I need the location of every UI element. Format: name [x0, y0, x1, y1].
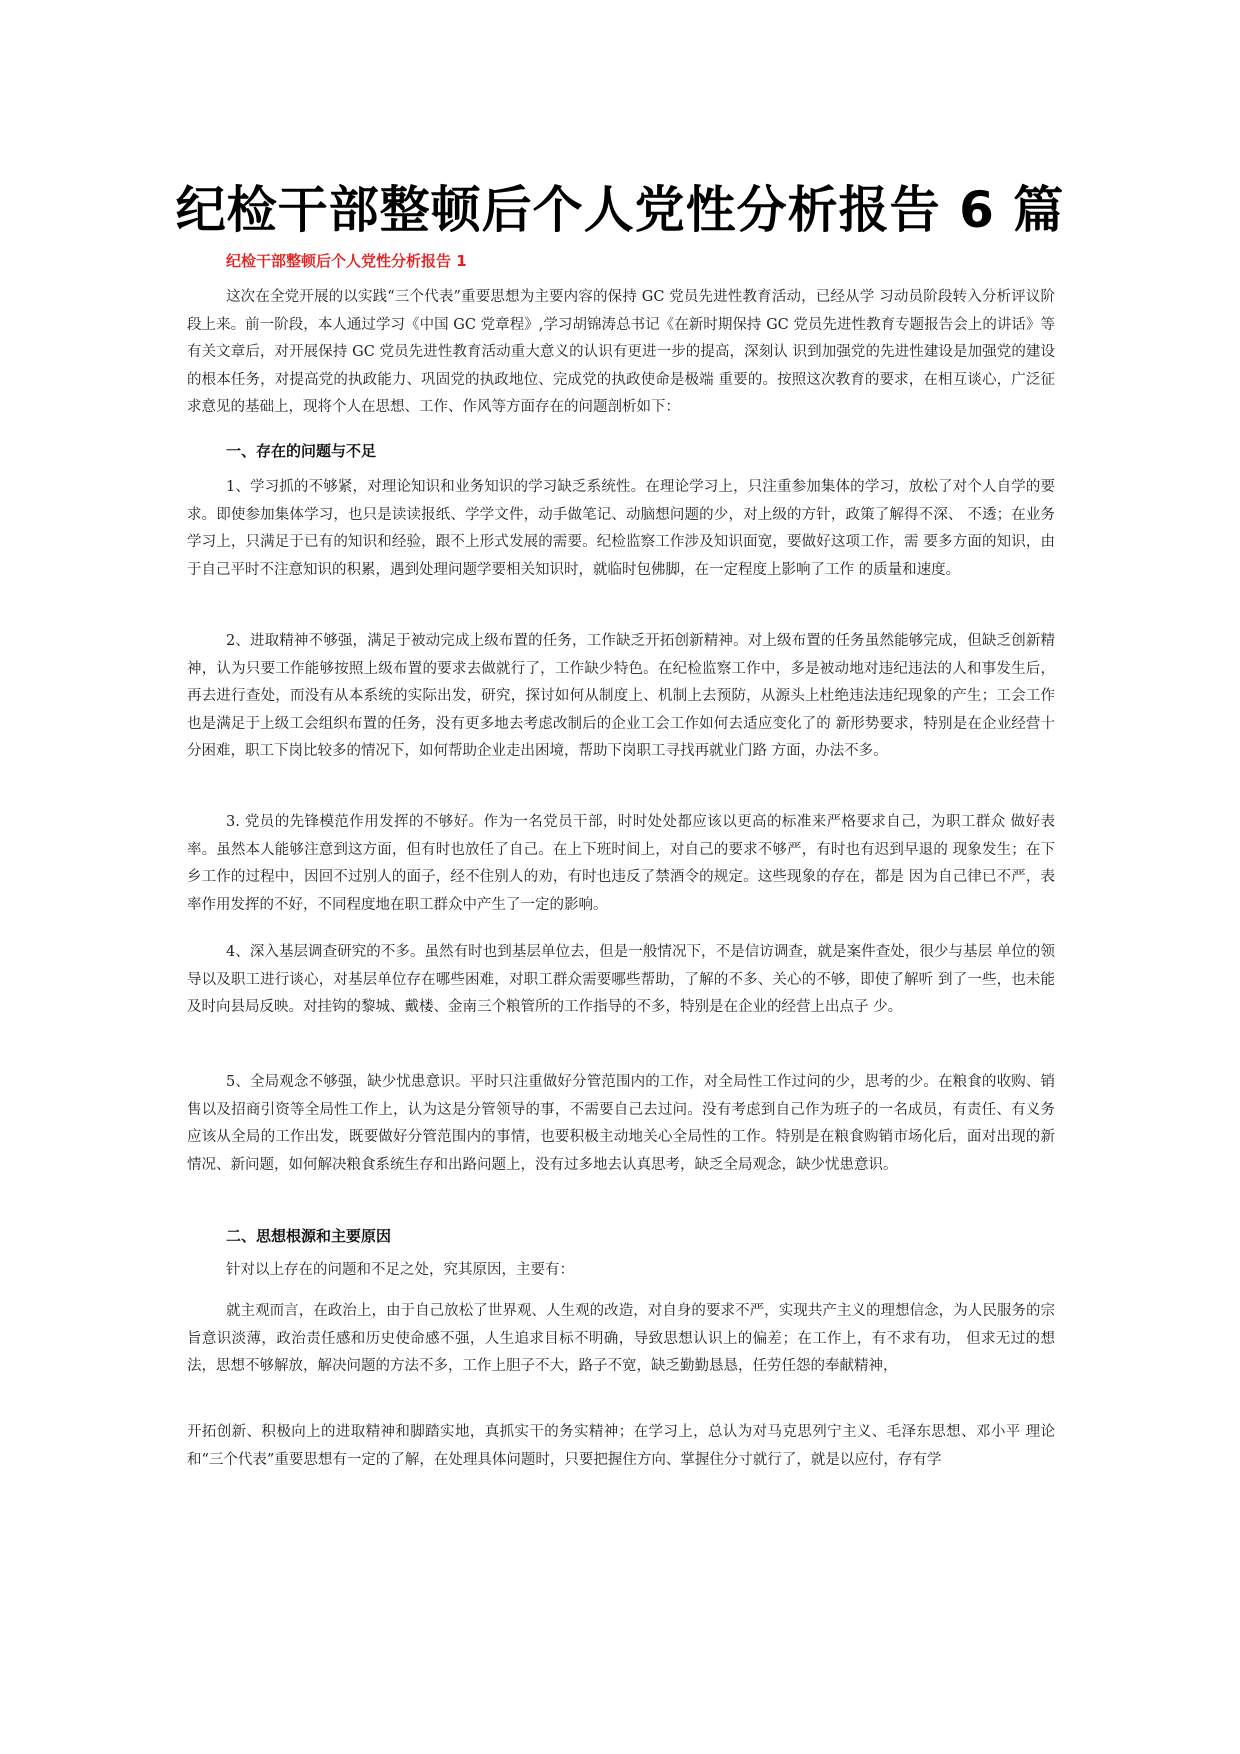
document-subtitle: 纪检干部整顿后个人党性分析报告 1	[226, 252, 467, 270]
cause-paragraph-continued: 开拓创新、积极向上的进取精神和脚踏实地，真抓实干的务实精神；在学习上，总认为对马克思列宁主义、毛泽东思想、邓小平 理论和“三个代表”重要思想有一定的了解，在处理具体问题时，只要把握住方向、掌握住分寸就行了，就是以应付，存有学	[187, 1424, 1055, 1468]
problem-paragraph-3: 3. 党员的先锋模范作用发挥的不够好。作为一名党员干部，时时处处都应该以更高的标准来严格要求自己，为职工群众 做好表率。虽然本人能够注意到这方面，但有时也放任了自己。在上下班时间上，对自己的要求不够严，有时也有迟到早退的 现象发生；在下乡工作的过程中，因回不过别人的面子，经不住别人的劝，有时也违反了禁酒令的规定。这些现象的存在，都是 因为自己律已不严，表率作用发挥的不好，不同程度地在职工群众中产生了一定的影响。	[187, 814, 1055, 913]
problem-paragraph-5: 5、全局观念不够强，缺少忧患意识。平时只注重做好分管范围内的工作，对全局性工作过问的少，思考的少。在粮食的收购、销售以及招商引资等全局性工作上，认为这是分管领导的事，不需要自己去过问。没有考虑到自己作为班子的一名成员，有责任、有义务应该从全局的工作出发，既要做好分管范围内的事情，也要积极主动地关心全局性的工作。特别是在粮食购销市场化后，面对出现的新情况、新问题，如何解决粮食系统生存和出路问题上，没有过多地去认真思考，缺乏全局观念，缺少忧患意识。	[187, 1074, 1055, 1173]
problem-paragraph-4: 4、深入基层调查研究的不多。虽然有时也到基层单位去，但是一般情况下，不是信访调查，就是案件查处，很少与基层 单位的领导以及职工进行谈心，对基层单位存在哪些困难，对职工群众需要哪些帮助，了解的不多、关心的不够，即使了解听 到了一些，也未能及时向县局反映。对挂钩的黎城、戴楼、金南三个粮管所的工作指导的不多，特别是在企业的经营上出点子 少。	[187, 944, 1055, 1015]
problem-paragraph-1: 1、学习抓的不够紧，对理论知识和业务知识的学习缺乏系统性。在理论学习上，只注重参加集体的学习，放松了对个人自学的要求。即使参加集体学习，也只是读读报纸、学学文件，动手做笔记、动脑想问题的少，对上级的方针，政策了解得不深、 不透；在业务学习上，只满足于已有的知识和经验，跟不上形式发展的需要。纪检监察工作涉及知识面宽，要做好这项工作，需 要多方面的知识，由于自己平时不注意知识的积累，遇到处理问题学要相关知识时，就临时包佛脚，在一定程度上影响了工作 的质量和速度。	[187, 479, 1055, 578]
cause-paragraph-intro: 针对以上存在的问题和不足之处，究其原因，主要有：	[226, 1262, 574, 1278]
section-heading-problems: 一、存在的问题与不足	[226, 442, 377, 460]
problem-paragraph-2: 2、进取精神不够强，满足于被动完成上级布置的任务，工作缺乏开拓创新精神。对上级布置的任务虽然能够完成，但缺乏创新精神，认为只要工作能够按照上级布置的要求去做就行了，工作缺少特色。在纪检监察工作中，多是被动地对违纪违法的人和事发生后，再去进行查处，而没有从本系统的实际出发，研究，探讨如何从制度上、机制上去预防，从源头上杜绝违法违纪现象的产生；工会工作也是满足于上级工会组织布置的任务，没有更多地去考虑改制后的企业工会工作如何去适应变化了的 新形势要求，特别是在企业经营十分困难，职工下岗比较多的情况下，如何帮助企业走出困境，帮助下岗职工寻找再就业门路 方面，办法不多。	[187, 633, 1055, 759]
intro-paragraph: 这次在全党开展的以实践“三个代表”重要思想为主要内容的保持 GC 党员先进性教育活动，已经从学 习动员阶段转入分析评议阶段上来。前一阶段，本人通过学习《中国 GC 党章程》,学习胡锦涛总书记《在新时期保持 GC 党员先进性教育专题报告会上的讲话》等有关文章后，对开展保持 GC 党员先进性教育活动重大意义的认识有更进一步的提高，深刻认 识到加强党的先进性建设是加强党的建设的根本任务，对提高党的执政能力、巩固党的执政地位、完成党的执政使命是极端 重要的。按照这次教育的要求，在相互谈心，广泛征求意见的基础上，现将个人在思想、工作、作风等方面存在的问题剖析如下：	[187, 289, 1055, 415]
document-title: 纪检干部整顿后个人党性分析报告 6 篇	[175, 181, 1065, 239]
section-heading-causes: 二、思想根源和主要原因	[226, 1227, 392, 1245]
cause-paragraph-subjective: 就主观而言，在政治上，由于自己放松了世界观、人生观的改造，对自身的要求不严，实现共产主义的理想信念，为人民服务的宗旨意识淡薄，政治责任感和历史使命感不强，人生追求目标不明确，导致思想认识上的偏差；在工作上，有不求有功， 但求无过的想法，思想不够解放，解决问题的方法不多，工作上胆子不大，路子不宽，缺乏勤勤恳恳，任劳任怨的奉献精神，	[187, 1303, 1055, 1374]
